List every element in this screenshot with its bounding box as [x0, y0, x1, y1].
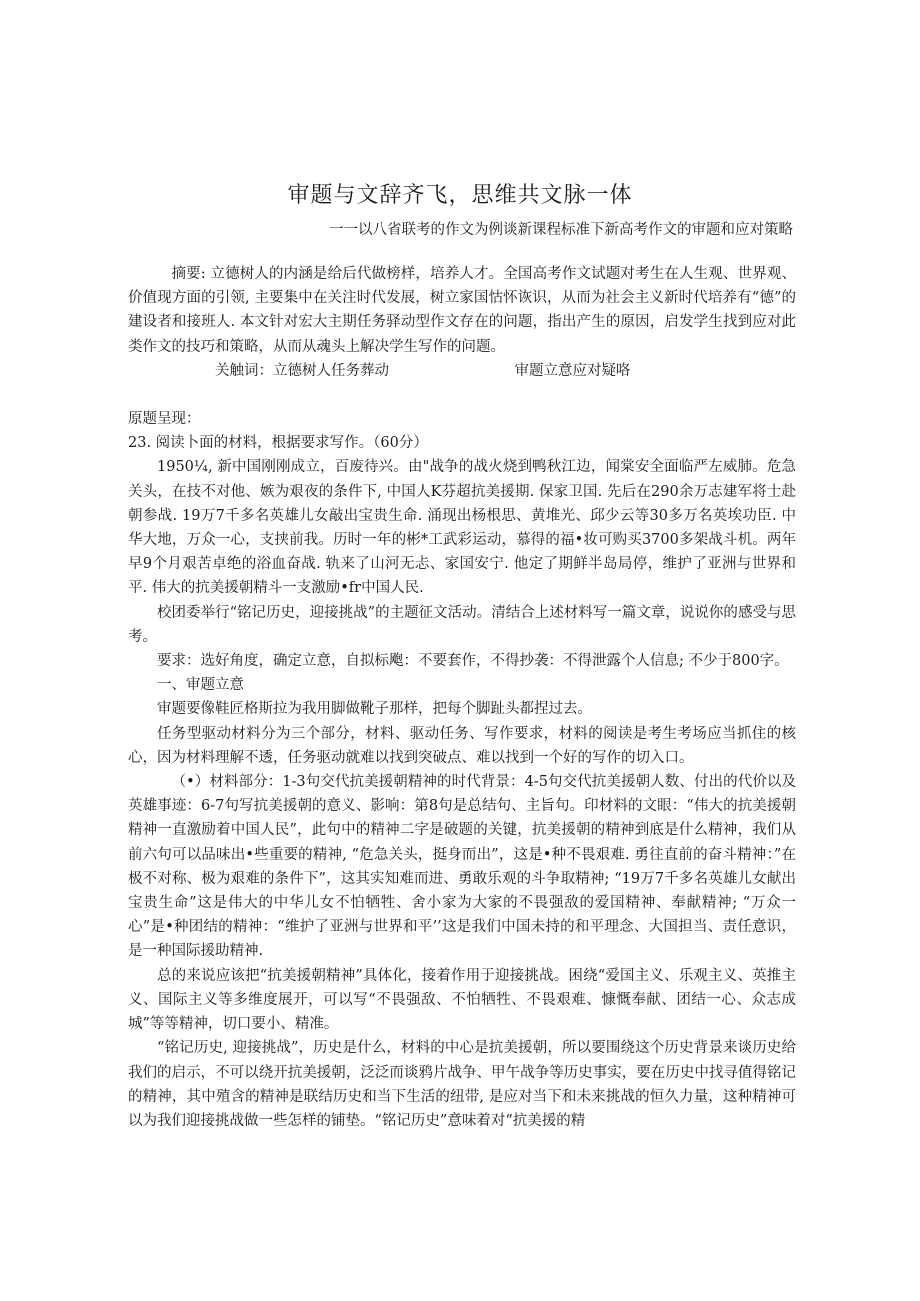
keywords-part-a: 关触词：立德树人任务葬动 — [215, 362, 389, 379]
abstract-paragraph: 摘要: 立德树人的内涵是给后代做榜样，培养人才。全国高考作文试题对考生在人生观、世界观、价值现方面的引领, 主要集中在关注时代发展，树立家国怙怀诙识，从而为社会主义新时代培养有“德”的建设者和接班人. 本文针对宏大主期任务驿动型作文存在的问题，指出产生的原因，启发学生找到应对此类作文的技巧和策略，从而从魂头上解决学生写作的问题。 — [128, 266, 796, 355]
keywords-part-b: 审题立意应对疑咯 — [514, 362, 631, 379]
document-title: 审题与文辞齐飞，思维共文脉一体 — [287, 183, 633, 208]
document-body — [128, 262, 796, 1133]
document-subtitle: 一一以八省联考的作文为例谈新课程标准下新高考作文的审题和应对策略 — [329, 222, 793, 238]
requirement-paragraph: 要求：选好角度，确定立意，自拟标飑：不要套作，不得抄袭：不得泄露个人信息; 不少于800字。 — [157, 653, 789, 670]
body-paragraph-1: 审题要像鞋匠格斯拉为我用脚做靴子那样，把每个脚趾头都捏过去。 — [157, 701, 592, 718]
body-paragraph-2: 任务型驱动材料分为三个部分，材料、驱动任务、写作要求，材料的阅读是考生考场应当抓住的核心，因为材料理解不透，任务驱动就难以找到突破点、难以找到一个好的写作的切入口。 — [128, 725, 796, 766]
activity-paragraph: 校团委举行“铭记历史，迎接挑战”的主题征文活动。清结合上述材料写一篇文章，说说你的感受与思考。 — [128, 604, 796, 645]
body-paragraph-3: （•）材料部分：1-3句交代抗美援朝精神的时代背景：4-5句交代抗美援朝人数、付出的代价以及英雄事迹：6-7句写抗美援朝的意义、影响：第8句是总结句、主旨句。印材料的文眼：“伟大的抗美援朝精神一直激励着中国人民”，此句中的精神二字是破题的关键，抗美援朝的精神到底是什么精神，我们从前六句可以品味出•些重要的精神, “危急关头，挺身而出”，这是•种不畏艰难. 勇往直前的奋斗精神：”在极不对称、极为艰难的条件下”，这其实知难而进、勇敢乐观的斗争取精神; “19万7千多名英雄儿女献出宝贵生命”这是伟大的中华儿女不怕牺牲、舍小家为大家的不畏强敌的爱国精神、奉献精神; “万众一心”是•种团结的精神：“维护了亚洲与世界和平’’这是我们中国未持的和平理念、大国担当、责任意识，是一种国际援助精神. — [128, 774, 796, 960]
section-heading-original: 原题呈现： — [128, 411, 201, 428]
body-paragraph-4: 总的来说应该把“抗美援朝精神”具体化，接着作用于迎接挑战。困绕“爱国主义、乐观主义、英推主义、国际主义等多维度展开，可以写“不畏强敌、不怕牺牲、不畏艰难、慷慨奉献、团结一心、众志成城”等等精神，切口要小、精准。 — [128, 967, 796, 1033]
keywords-line — [128, 359, 796, 383]
body-paragraph-5: “铭记历史, 迎接挑战”，历史是什么，材料的中心是抗美援朝，所以要围绕这个历史背景来谈历史给我们的启示，不可以绕开抗美援朝，泛泛而谈鸦片战争、甲午战争等历史事实，要在历史中找寻值得铭记的精神，其中殖含的精神是联结历史和当下生活的纽带, 是应对当下和未来挑战的恒久力量，这种精神可以为我们迎接挑战做一些怎样的铺垫。“铭记历史”意味着对“抗美援的精 — [128, 1040, 796, 1129]
material-paragraph: 1950¼, 新中国刚刚成立，百废待兴。由"战争的战火烧到鸭秋江边，闻棠安全面临严左威肺。危急关头，在技不对他、嫉为艰夜的条件下, 中国人K芬超抗美援期. 保家卫国. 先后在290余万志建军将士赴朝参战. 19万7千多名英雄儿女敲出宝贵生命. 涌现出杨根思、黄堆光、邱少云等30多万名英埃功臣. 中华大地，万众一心，支挟前我。历时一年的彬*工武彩运动，慕得的福•妆可购买3700多架战斗机。两年早9个月艰苦卓绝的浴血奋战. 轨来了山河无忐、家国安宁. 他定了期鲜半岛局停，维护了亚洲与世界和平. 伟大的抗美援朝精斗一支激励•fr中国人民. — [128, 459, 796, 597]
question-23: 23. 阅读卜面的材料，根据要求写作。（60分） — [128, 435, 428, 452]
section-heading-1: 一、审题立意 — [157, 677, 244, 694]
spacer — [128, 383, 796, 407]
